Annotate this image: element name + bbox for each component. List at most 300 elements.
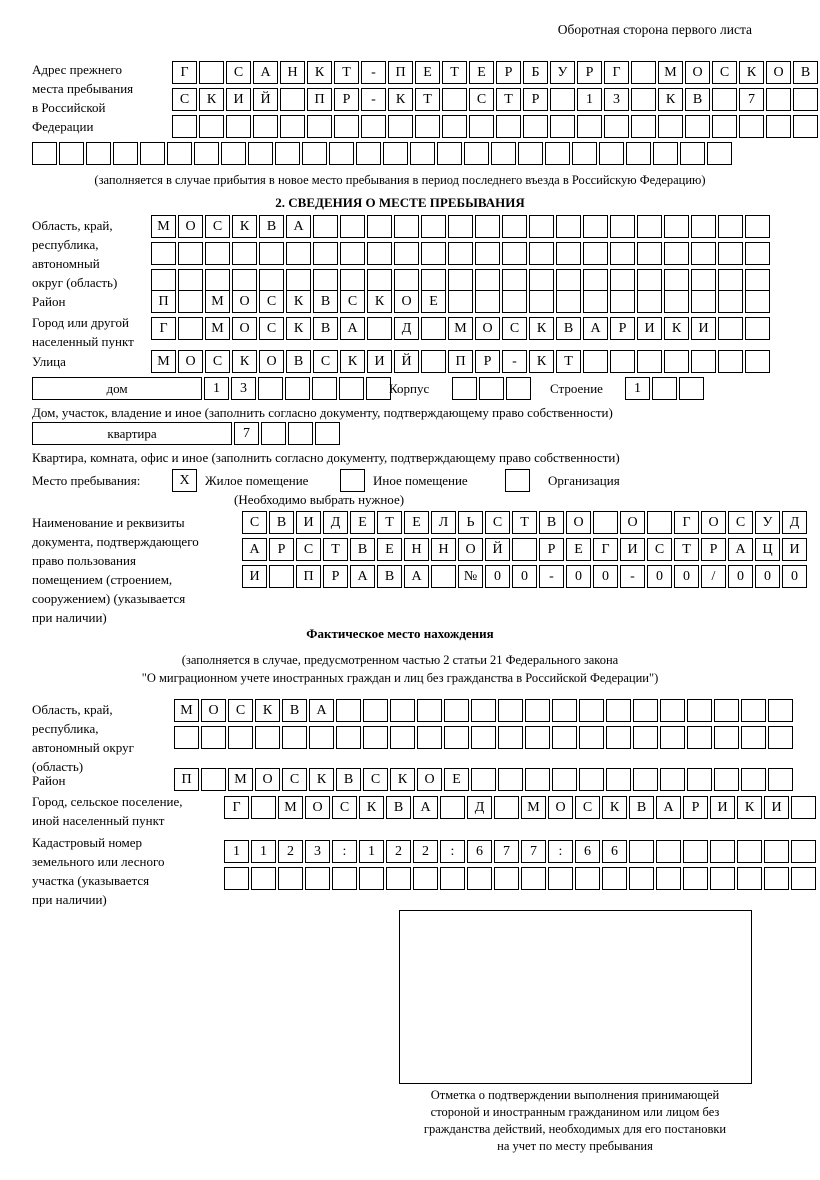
char-cell[interactable] (498, 768, 523, 791)
char-cell[interactable] (417, 699, 442, 722)
char-cell[interactable]: П (307, 88, 332, 111)
char-cell[interactable] (664, 290, 689, 313)
char-cell[interactable] (421, 215, 446, 238)
char-cell[interactable]: Г (151, 317, 176, 340)
char-cell[interactable] (394, 242, 419, 265)
char-cell[interactable]: И (226, 88, 251, 111)
char-cell[interactable] (629, 840, 654, 863)
char-cell[interactable]: В (269, 511, 294, 534)
char-cell[interactable]: О (232, 317, 257, 340)
char-cell[interactable]: Ц (755, 538, 780, 561)
char-cell[interactable]: С (647, 538, 672, 561)
char-cell[interactable]: О (566, 511, 591, 534)
char-cell[interactable]: О (458, 538, 483, 561)
char-cell[interactable] (529, 269, 554, 292)
char-cell[interactable] (199, 61, 224, 84)
char-cell[interactable] (579, 726, 604, 749)
char-cell[interactable]: Е (469, 61, 494, 84)
char-cell[interactable]: 0 (566, 565, 591, 588)
char-cell[interactable]: Д (394, 317, 419, 340)
char-cell[interactable] (610, 290, 635, 313)
char-cell[interactable] (336, 726, 361, 749)
char-cell[interactable]: П (296, 565, 321, 588)
region-row-3[interactable] (151, 269, 772, 292)
char-cell[interactable] (471, 726, 496, 749)
char-cell[interactable] (307, 115, 332, 138)
char-cell[interactable]: М (205, 317, 230, 340)
char-cell[interactable] (626, 142, 651, 165)
char-cell[interactable]: О (232, 290, 257, 313)
char-cell[interactable]: - (620, 565, 645, 588)
char-cell[interactable]: 3 (231, 377, 256, 400)
char-cell[interactable]: - (361, 88, 386, 111)
char-cell[interactable]: К (529, 350, 554, 373)
char-cell[interactable] (366, 377, 391, 400)
char-cell[interactable] (421, 350, 446, 373)
char-cell[interactable]: 0 (728, 565, 753, 588)
char-cell[interactable] (768, 726, 793, 749)
char-cell[interactable]: С (502, 317, 527, 340)
char-cell[interactable]: 0 (782, 565, 807, 588)
char-cell[interactable] (415, 115, 440, 138)
char-cell[interactable] (718, 269, 743, 292)
char-cell[interactable] (718, 215, 743, 238)
char-cell[interactable] (741, 768, 766, 791)
char-cell[interactable]: И (691, 317, 716, 340)
char-cell[interactable]: А (286, 215, 311, 238)
char-cell[interactable] (550, 115, 575, 138)
char-cell[interactable] (710, 867, 735, 890)
char-cell[interactable]: Р (496, 61, 521, 84)
char-cell[interactable]: К (664, 317, 689, 340)
char-cell[interactable]: К (388, 88, 413, 111)
char-cell[interactable] (768, 768, 793, 791)
char-cell[interactable] (637, 215, 662, 238)
char-cell[interactable]: Р (334, 88, 359, 111)
char-cell[interactable] (664, 350, 689, 373)
document-row-2[interactable] (242, 538, 809, 561)
char-cell[interactable]: Г (604, 61, 629, 84)
char-cell[interactable]: Т (674, 538, 699, 561)
char-cell[interactable]: И (296, 511, 321, 534)
char-cell[interactable] (278, 867, 303, 890)
char-cell[interactable] (518, 142, 543, 165)
char-cell[interactable] (494, 867, 519, 890)
stamp-box[interactable] (399, 910, 752, 1084)
char-cell[interactable] (336, 699, 361, 722)
char-cell[interactable] (529, 215, 554, 238)
char-cell[interactable]: А (340, 317, 365, 340)
char-cell[interactable]: О (475, 317, 500, 340)
char-cell[interactable] (766, 88, 791, 111)
char-cell[interactable]: О (255, 768, 280, 791)
char-cell[interactable] (413, 867, 438, 890)
cadastral-row-2[interactable] (224, 867, 818, 890)
char-cell[interactable]: : (548, 840, 573, 863)
char-cell[interactable]: 0 (647, 565, 672, 588)
char-cell[interactable]: С (485, 511, 510, 534)
char-cell[interactable] (288, 422, 313, 445)
char-cell[interactable] (577, 115, 602, 138)
char-cell[interactable] (248, 142, 273, 165)
char-cell[interactable] (745, 269, 770, 292)
char-cell[interactable] (523, 115, 548, 138)
district-row[interactable] (151, 290, 772, 313)
char-cell[interactable] (718, 350, 743, 373)
char-cell[interactable] (444, 699, 469, 722)
char-cell[interactable] (269, 565, 294, 588)
city-row[interactable] (151, 317, 772, 340)
char-cell[interactable]: О (178, 215, 203, 238)
char-cell[interactable] (386, 867, 411, 890)
char-cell[interactable]: А (309, 699, 334, 722)
checkbox-zhiloe[interactable]: Х (172, 469, 197, 492)
actual-region-row-1[interactable] (174, 699, 795, 722)
char-cell[interactable] (653, 142, 678, 165)
char-cell[interactable]: 6 (467, 840, 492, 863)
char-cell[interactable] (172, 115, 197, 138)
prev-address-row-4[interactable] (32, 142, 734, 165)
char-cell[interactable] (687, 768, 712, 791)
char-cell[interactable] (452, 377, 477, 400)
char-cell[interactable]: Т (415, 88, 440, 111)
char-cell[interactable] (471, 699, 496, 722)
char-cell[interactable] (286, 242, 311, 265)
actual-city-row[interactable] (224, 796, 818, 819)
char-cell[interactable]: Г (674, 511, 699, 534)
char-cell[interactable]: В (350, 538, 375, 561)
char-cell[interactable] (745, 242, 770, 265)
char-cell[interactable] (683, 867, 708, 890)
char-cell[interactable]: 7 (494, 840, 519, 863)
char-cell[interactable] (251, 867, 276, 890)
char-cell[interactable]: 1 (251, 840, 276, 863)
char-cell[interactable] (151, 269, 176, 292)
char-cell[interactable] (421, 317, 446, 340)
char-cell[interactable] (86, 142, 111, 165)
char-cell[interactable]: Т (334, 61, 359, 84)
char-cell[interactable]: И (782, 538, 807, 561)
char-cell[interactable] (656, 867, 681, 890)
char-cell[interactable]: Т (323, 538, 348, 561)
char-cell[interactable] (556, 242, 581, 265)
char-cell[interactable] (340, 215, 365, 238)
char-cell[interactable] (631, 115, 656, 138)
char-cell[interactable] (664, 215, 689, 238)
char-cell[interactable]: К (232, 215, 257, 238)
char-cell[interactable] (302, 142, 327, 165)
char-cell[interactable] (491, 142, 516, 165)
char-cell[interactable] (579, 699, 604, 722)
char-cell[interactable]: 0 (674, 565, 699, 588)
char-cell[interactable] (583, 215, 608, 238)
char-cell[interactable] (506, 377, 531, 400)
char-cell[interactable] (367, 242, 392, 265)
char-cell[interactable] (745, 290, 770, 313)
char-cell[interactable] (367, 317, 392, 340)
char-cell[interactable] (691, 242, 716, 265)
char-cell[interactable]: Р (539, 538, 564, 561)
char-cell[interactable] (583, 269, 608, 292)
char-cell[interactable]: С (228, 699, 253, 722)
char-cell[interactable]: С (340, 290, 365, 313)
char-cell[interactable] (315, 422, 340, 445)
char-cell[interactable]: Т (512, 511, 537, 534)
char-cell[interactable] (363, 726, 388, 749)
char-cell[interactable] (606, 768, 631, 791)
char-cell[interactable] (367, 269, 392, 292)
char-cell[interactable]: С (728, 511, 753, 534)
char-cell[interactable] (707, 142, 732, 165)
char-cell[interactable] (440, 796, 465, 819)
char-cell[interactable]: Д (467, 796, 492, 819)
prev-address-row-1[interactable] (172, 61, 820, 84)
char-cell[interactable]: С (242, 511, 267, 534)
char-cell[interactable]: С (332, 796, 357, 819)
char-cell[interactable] (691, 350, 716, 373)
char-cell[interactable] (113, 142, 138, 165)
char-cell[interactable] (390, 699, 415, 722)
char-cell[interactable]: 1 (204, 377, 229, 400)
char-cell[interactable]: В (539, 511, 564, 534)
char-cell[interactable]: Е (404, 511, 429, 534)
char-cell[interactable]: 0 (512, 565, 537, 588)
prev-address-row-3[interactable] (172, 115, 820, 138)
region-row-1[interactable] (151, 215, 772, 238)
char-cell[interactable] (261, 422, 286, 445)
char-cell[interactable] (280, 88, 305, 111)
char-cell[interactable]: М (658, 61, 683, 84)
char-cell[interactable]: В (386, 796, 411, 819)
char-cell[interactable] (637, 269, 662, 292)
char-cell[interactable] (394, 215, 419, 238)
char-cell[interactable]: О (701, 511, 726, 534)
char-cell[interactable]: В (313, 317, 338, 340)
char-cell[interactable] (340, 269, 365, 292)
char-cell[interactable] (791, 867, 816, 890)
char-cell[interactable] (448, 215, 473, 238)
char-cell[interactable]: Д (323, 511, 348, 534)
char-cell[interactable] (664, 242, 689, 265)
char-cell[interactable]: В (556, 317, 581, 340)
char-cell[interactable] (556, 215, 581, 238)
char-cell[interactable] (718, 242, 743, 265)
char-cell[interactable] (745, 215, 770, 238)
char-cell[interactable] (224, 867, 249, 890)
char-cell[interactable] (151, 242, 176, 265)
char-cell[interactable] (140, 142, 165, 165)
char-cell[interactable] (525, 699, 550, 722)
char-cell[interactable] (313, 215, 338, 238)
char-cell[interactable] (718, 317, 743, 340)
char-cell[interactable]: И (710, 796, 735, 819)
char-cell[interactable]: 0 (593, 565, 618, 588)
char-cell[interactable]: О (417, 768, 442, 791)
char-cell[interactable] (714, 699, 739, 722)
char-cell[interactable]: № (458, 565, 483, 588)
char-cell[interactable]: С (296, 538, 321, 561)
char-cell[interactable] (791, 840, 816, 863)
char-cell[interactable] (687, 699, 712, 722)
char-cell[interactable]: 6 (602, 840, 627, 863)
char-cell[interactable] (637, 350, 662, 373)
char-cell[interactable]: Г (224, 796, 249, 819)
char-cell[interactable]: Р (523, 88, 548, 111)
char-cell[interactable] (660, 699, 685, 722)
char-cell[interactable] (259, 269, 284, 292)
char-cell[interactable]: П (174, 768, 199, 791)
char-cell[interactable] (633, 726, 658, 749)
char-cell[interactable] (475, 290, 500, 313)
char-cell[interactable] (660, 726, 685, 749)
char-cell[interactable] (680, 142, 705, 165)
char-cell[interactable] (691, 290, 716, 313)
char-cell[interactable] (228, 726, 253, 749)
char-cell[interactable]: А (728, 538, 753, 561)
char-cell[interactable] (359, 867, 384, 890)
char-cell[interactable]: С (259, 317, 284, 340)
char-cell[interactable]: М (151, 350, 176, 373)
char-cell[interactable]: Б (523, 61, 548, 84)
char-cell[interactable] (448, 290, 473, 313)
char-cell[interactable] (552, 726, 577, 749)
char-cell[interactable] (201, 768, 226, 791)
char-cell[interactable] (691, 215, 716, 238)
char-cell[interactable]: Е (566, 538, 591, 561)
char-cell[interactable] (448, 269, 473, 292)
char-cell[interactable] (390, 726, 415, 749)
char-cell[interactable] (610, 215, 635, 238)
char-cell[interactable] (629, 867, 654, 890)
char-cell[interactable] (633, 699, 658, 722)
char-cell[interactable] (583, 242, 608, 265)
char-cell[interactable] (178, 290, 203, 313)
char-cell[interactable] (440, 867, 465, 890)
char-cell[interactable] (739, 115, 764, 138)
char-cell[interactable] (793, 88, 818, 111)
char-cell[interactable]: У (550, 61, 575, 84)
char-cell[interactable] (232, 242, 257, 265)
char-cell[interactable] (512, 538, 537, 561)
char-cell[interactable] (253, 115, 278, 138)
char-cell[interactable] (712, 88, 737, 111)
char-cell[interactable] (660, 768, 685, 791)
char-cell[interactable] (502, 269, 527, 292)
char-cell[interactable]: Р (323, 565, 348, 588)
char-cell[interactable] (361, 115, 386, 138)
char-cell[interactable] (610, 242, 635, 265)
char-cell[interactable] (475, 215, 500, 238)
char-cell[interactable]: К (286, 317, 311, 340)
char-cell[interactable] (610, 350, 635, 373)
char-cell[interactable] (710, 840, 735, 863)
char-cell[interactable] (205, 242, 230, 265)
char-cell[interactable] (178, 269, 203, 292)
char-cell[interactable] (604, 115, 629, 138)
prev-address-row-2[interactable] (172, 88, 820, 111)
char-cell[interactable] (556, 290, 581, 313)
char-cell[interactable] (201, 726, 226, 749)
char-cell[interactable] (502, 242, 527, 265)
char-cell[interactable]: Е (444, 768, 469, 791)
char-cell[interactable] (637, 290, 662, 313)
char-cell[interactable]: С (205, 215, 230, 238)
char-cell[interactable] (687, 726, 712, 749)
char-cell[interactable] (768, 699, 793, 722)
char-cell[interactable]: И (242, 565, 267, 588)
char-cell[interactable]: Д (782, 511, 807, 534)
char-cell[interactable]: Т (556, 350, 581, 373)
char-cell[interactable]: В (282, 699, 307, 722)
char-cell[interactable]: 0 (755, 565, 780, 588)
char-cell[interactable] (712, 115, 737, 138)
street-row[interactable] (151, 350, 772, 373)
char-cell[interactable] (32, 142, 57, 165)
char-cell[interactable]: 2 (386, 840, 411, 863)
char-cell[interactable]: А (253, 61, 278, 84)
char-cell[interactable] (334, 115, 359, 138)
char-cell[interactable]: М (448, 317, 473, 340)
char-cell[interactable] (194, 142, 219, 165)
char-cell[interactable] (417, 726, 442, 749)
char-cell[interactable]: 1 (224, 840, 249, 863)
char-cell[interactable] (602, 867, 627, 890)
char-cell[interactable] (469, 115, 494, 138)
char-cell[interactable]: Т (496, 88, 521, 111)
char-cell[interactable] (793, 115, 818, 138)
char-cell[interactable]: В (377, 565, 402, 588)
char-cell[interactable] (437, 142, 462, 165)
char-cell[interactable]: К (309, 768, 334, 791)
char-cell[interactable] (545, 142, 570, 165)
char-cell[interactable] (552, 768, 577, 791)
char-cell[interactable]: - (539, 565, 564, 588)
char-cell[interactable] (685, 115, 710, 138)
char-cell[interactable]: - (361, 61, 386, 84)
char-cell[interactable] (610, 269, 635, 292)
char-cell[interactable] (631, 88, 656, 111)
char-cell[interactable] (421, 269, 446, 292)
char-cell[interactable]: Н (280, 61, 305, 84)
char-cell[interactable]: Н (404, 538, 429, 561)
char-cell[interactable] (656, 840, 681, 863)
char-cell[interactable]: В (286, 350, 311, 373)
char-cell[interactable] (741, 699, 766, 722)
char-cell[interactable] (59, 142, 84, 165)
char-cell[interactable] (280, 115, 305, 138)
char-cell[interactable]: Р (269, 538, 294, 561)
char-cell[interactable] (606, 726, 631, 749)
char-cell[interactable] (575, 867, 600, 890)
char-cell[interactable] (421, 242, 446, 265)
char-cell[interactable]: А (350, 565, 375, 588)
char-cell[interactable]: П (448, 350, 473, 373)
char-cell[interactable] (606, 699, 631, 722)
char-cell[interactable]: Е (350, 511, 375, 534)
char-cell[interactable] (332, 867, 357, 890)
char-cell[interactable] (550, 88, 575, 111)
char-cell[interactable]: К (359, 796, 384, 819)
actual-region-row-2[interactable] (174, 726, 795, 749)
char-cell[interactable]: Г (172, 61, 197, 84)
char-cell[interactable] (448, 242, 473, 265)
char-cell[interactable]: К (367, 290, 392, 313)
char-cell[interactable] (633, 768, 658, 791)
char-cell[interactable]: И (764, 796, 789, 819)
char-cell[interactable] (258, 377, 283, 400)
char-cell[interactable] (275, 142, 300, 165)
char-cell[interactable] (764, 867, 789, 890)
